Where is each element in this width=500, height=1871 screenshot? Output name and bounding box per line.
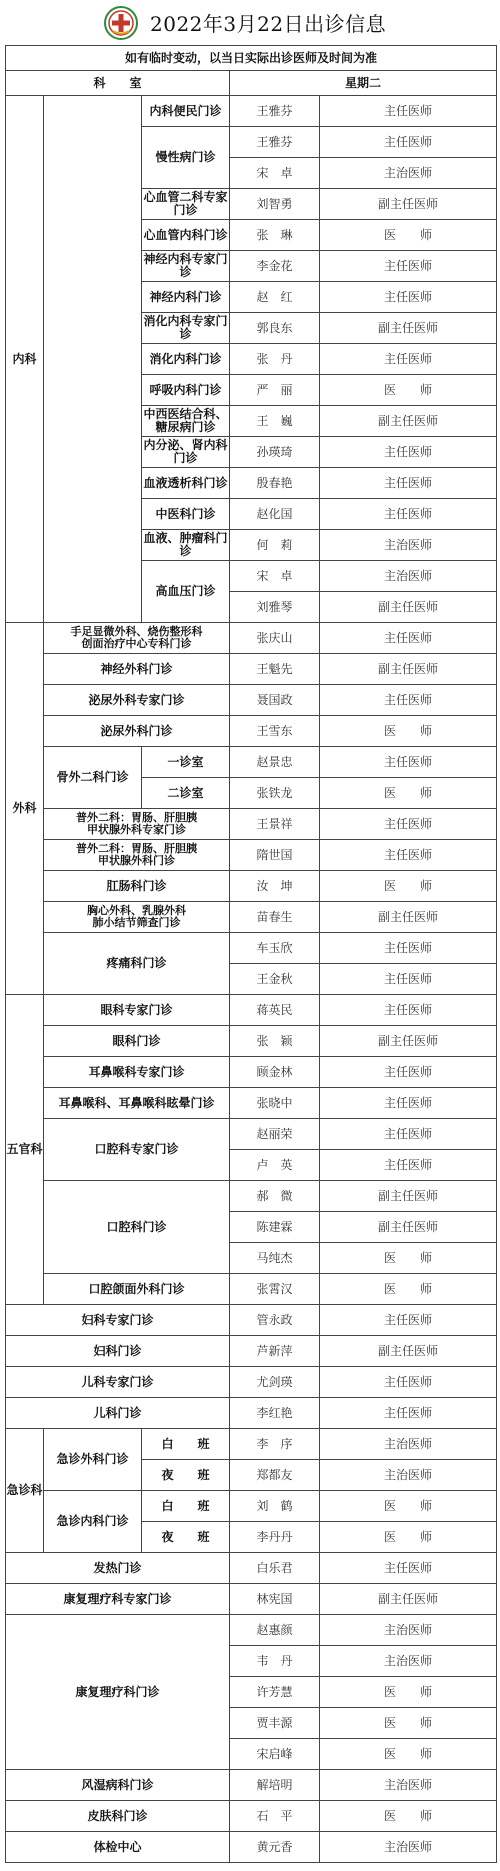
table-row	[6, 1801, 497, 1832]
doctor-name: 陈建霖	[230, 1212, 320, 1243]
doctor-name: 卢 英	[230, 1150, 320, 1181]
doctor-title: 主任医师	[320, 1057, 497, 1088]
doctor-name: 韦 丹	[230, 1646, 320, 1677]
dept-name: 眼科门诊	[44, 1026, 230, 1057]
doctor-title: 副主任医师	[320, 592, 497, 623]
doctor-title: 副主任医师	[320, 189, 497, 220]
doctor-title: 医 师	[320, 716, 497, 747]
doctor-name: 张 颖	[230, 1026, 320, 1057]
doctor-title: 主任医师	[320, 499, 497, 530]
doctor-title: 副主任医师	[320, 654, 497, 685]
table-row	[6, 1305, 497, 1336]
doctor-name: 尤剑瑛	[230, 1367, 320, 1398]
doctor-title: 医 师	[320, 778, 497, 809]
doctor-name: 苗春生	[230, 902, 320, 933]
doctor-name: 石 平	[230, 1801, 320, 1832]
dept-name: 高血压门诊	[142, 561, 230, 623]
dept-name: 神经内科门诊	[142, 282, 230, 313]
doctor-name: 宋 卓	[230, 158, 320, 189]
category-label: 内科	[6, 96, 44, 623]
table-row	[6, 747, 497, 778]
dept-name: 耳鼻喉科、耳鼻喉科眩晕门诊	[44, 1088, 230, 1119]
dept-name: 手足显微外科、烧伤整形科 创面治疗中心专科门诊	[44, 623, 230, 654]
doctor-name: 张铁龙	[230, 778, 320, 809]
doctor-name: 蒋英民	[230, 995, 320, 1026]
spacer-cell	[44, 96, 142, 623]
table-row	[6, 1584, 497, 1615]
doctor-name: 马纯杰	[230, 1243, 320, 1274]
doctor-title: 医 师	[320, 220, 497, 251]
dept-name: 康复理疗科专家门诊	[6, 1584, 230, 1615]
dept-name: 妇科专家门诊	[6, 1305, 230, 1336]
doctor-name: 宋启峰	[230, 1739, 320, 1770]
dept-name: 胸心外科、乳腺外科 肺小结节筛查门诊	[44, 902, 230, 933]
page-header	[0, 0, 500, 45]
dept-name: 疼痛科门诊	[44, 933, 230, 995]
column-header-row	[6, 71, 497, 96]
doctor-title: 主任医师	[320, 747, 497, 778]
doctor-name: 孙瑛琦	[230, 437, 320, 468]
shift-label: 白 班	[142, 1491, 230, 1522]
table-row	[6, 1057, 497, 1088]
doctor-name: 汝 坤	[230, 871, 320, 902]
dept-name: 皮肤科门诊	[6, 1801, 230, 1832]
dept-name: 耳鼻喉科专家门诊	[44, 1057, 230, 1088]
doctor-title: 主任医师	[320, 344, 497, 375]
table-row	[6, 1181, 497, 1212]
doctor-title: 医 师	[320, 1677, 497, 1708]
page-title: 2022年3月22日出诊信息	[150, 12, 387, 36]
doctor-name: 严 丽	[230, 375, 320, 406]
doctor-title: 副主任医师	[320, 1026, 497, 1057]
dept-name: 泌尿外科专家门诊	[44, 685, 230, 716]
dept-name: 中西医结合科、糖尿病门诊	[142, 406, 230, 437]
doctor-title: 医 师	[320, 375, 497, 406]
category-label: 急诊科	[6, 1429, 44, 1553]
doctor-name: 王雪东	[230, 716, 320, 747]
dept-name: 体检中心	[6, 1832, 230, 1863]
doctor-title: 主治医师	[320, 1770, 497, 1801]
table-row	[6, 623, 497, 654]
doctor-name: 林宪国	[230, 1584, 320, 1615]
table-row	[6, 1553, 497, 1584]
doctor-name: 刘 鹤	[230, 1491, 320, 1522]
doctor-title: 医 师	[320, 1491, 497, 1522]
doctor-name: 李金花	[230, 251, 320, 282]
doctor-title: 主治医师	[320, 158, 497, 189]
doctor-name: 王景祥	[230, 809, 320, 840]
doctor-title: 医 师	[320, 1739, 497, 1770]
doctor-name: 李红艳	[230, 1398, 320, 1429]
doctor-title: 主任医师	[320, 685, 497, 716]
doctor-name: 宋 卓	[230, 561, 320, 592]
table-row	[6, 1770, 497, 1801]
table-row	[6, 995, 497, 1026]
dept-name: 普外二科：胃肠、肝胆胰 甲状腺外科专家门诊	[44, 809, 230, 840]
dept-name: 血液、肿瘤科门诊	[142, 530, 230, 561]
doctor-name: 王 巍	[230, 406, 320, 437]
doctor-name: 张霄汉	[230, 1274, 320, 1305]
schedule-table	[5, 45, 497, 1863]
column-day: 星期二	[230, 71, 497, 96]
doctor-title: 主治医师	[320, 1646, 497, 1677]
dept-name: 内科便民门诊	[142, 96, 230, 127]
room-name: 二诊室	[142, 778, 230, 809]
doctor-name: 解培明	[230, 1770, 320, 1801]
doctor-name: 赵惠颜	[230, 1615, 320, 1646]
dept-name: 妇科门诊	[6, 1336, 230, 1367]
dept-name: 消化内科专家门诊	[142, 313, 230, 344]
dept-name: 口腔颌面外科门诊	[44, 1274, 230, 1305]
doctor-title: 主治医师	[320, 1615, 497, 1646]
room-name: 一诊室	[142, 747, 230, 778]
table-row	[6, 1119, 497, 1150]
doctor-name: 李 序	[230, 1429, 320, 1460]
doctor-name: 李丹丹	[230, 1522, 320, 1553]
doctor-name: 隋世国	[230, 840, 320, 871]
doctor-name: 车玉欣	[230, 933, 320, 964]
doctor-title: 主治医师	[320, 1429, 497, 1460]
doctor-title: 主任医师	[320, 437, 497, 468]
doctor-title: 副主任医师	[320, 1336, 497, 1367]
doctor-title: 副主任医师	[320, 902, 497, 933]
dept-name: 眼科专家门诊	[44, 995, 230, 1026]
doctor-name: 黄元香	[230, 1832, 320, 1863]
table-row	[6, 1491, 497, 1522]
hospital-logo-icon	[104, 6, 138, 40]
doctor-title: 主任医师	[320, 964, 497, 995]
table-row	[6, 809, 497, 840]
doctor-title: 医 师	[320, 1708, 497, 1739]
doctor-title: 主任医师	[320, 809, 497, 840]
dept-name: 口腔科专家门诊	[44, 1119, 230, 1181]
dept-name: 儿科门诊	[6, 1398, 230, 1429]
table-row	[6, 1398, 497, 1429]
dept-name: 口腔科门诊	[44, 1181, 230, 1274]
category-label: 五官科	[6, 995, 44, 1305]
doctor-title: 主任医师	[320, 468, 497, 499]
doctor-title: 主治医师	[320, 530, 497, 561]
dept-name: 中医科门诊	[142, 499, 230, 530]
notice-text: 如有临时变动，以当日实际出诊医师及时间为准	[6, 46, 497, 71]
shift-label: 白 班	[142, 1429, 230, 1460]
doctor-name: 王金秋	[230, 964, 320, 995]
doctor-title: 主任医师	[320, 96, 497, 127]
doctor-name: 郭良东	[230, 313, 320, 344]
table-row	[6, 1615, 497, 1646]
doctor-title: 主任医师	[320, 1367, 497, 1398]
table-row	[6, 1367, 497, 1398]
dept-name: 急诊外科门诊	[44, 1429, 142, 1491]
dept-name: 消化内科门诊	[142, 344, 230, 375]
doctor-name: 郝 微	[230, 1181, 320, 1212]
doctor-title: 主任医师	[320, 1398, 497, 1429]
doctor-name: 芦新萍	[230, 1336, 320, 1367]
doctor-name: 赵化国	[230, 499, 320, 530]
doctor-title: 主任医师	[320, 282, 497, 313]
table-row	[6, 840, 497, 871]
dept-name: 发热门诊	[6, 1553, 230, 1584]
doctor-title: 医 师	[320, 1522, 497, 1553]
table-row	[6, 871, 497, 902]
dept-name: 神经外科门诊	[44, 654, 230, 685]
doctor-name: 贾丰源	[230, 1708, 320, 1739]
dept-name: 骨外二科门诊	[44, 747, 142, 809]
doctor-title: 副主任医师	[320, 406, 497, 437]
dept-name: 康复理疗科门诊	[6, 1615, 230, 1770]
dept-name: 心血管二科专家门诊	[142, 189, 230, 220]
table-row	[6, 1088, 497, 1119]
dept-name: 普外二科：胃肠、肝胆胰 甲状腺外科门诊	[44, 840, 230, 871]
dept-name: 神经内科专家门诊	[142, 251, 230, 282]
doctor-title: 主任医师	[320, 995, 497, 1026]
doctor-name: 何 莉	[230, 530, 320, 561]
doctor-title: 医 师	[320, 1274, 497, 1305]
doctor-name: 赵 红	[230, 282, 320, 313]
doctor-name: 郑都友	[230, 1460, 320, 1491]
doctor-title: 副主任医师	[320, 1181, 497, 1212]
doctor-title: 副主任医师	[320, 313, 497, 344]
doctor-title: 主任医师	[320, 1119, 497, 1150]
dept-name: 血液透析科门诊	[142, 468, 230, 499]
dept-name: 风湿病科门诊	[6, 1770, 230, 1801]
doctor-name: 管永政	[230, 1305, 320, 1336]
table-row	[6, 1336, 497, 1367]
dept-name: 慢性病门诊	[142, 127, 230, 189]
doctor-title: 主治医师	[320, 561, 497, 592]
doctor-name: 刘智勇	[230, 189, 320, 220]
doctor-name: 殷春艳	[230, 468, 320, 499]
category-label: 外科	[6, 623, 44, 995]
doctor-name: 王雅芬	[230, 127, 320, 158]
doctor-title: 医 师	[320, 871, 497, 902]
doctor-title: 副主任医师	[320, 1584, 497, 1615]
doctor-name: 张晓中	[230, 1088, 320, 1119]
dept-name: 肛肠科门诊	[44, 871, 230, 902]
doctor-title: 主治医师	[320, 1460, 497, 1491]
table-row	[6, 1026, 497, 1057]
doctor-title: 主任医师	[320, 840, 497, 871]
doctor-name: 聂国政	[230, 685, 320, 716]
table-row	[6, 716, 497, 747]
table-row	[6, 654, 497, 685]
dept-name: 儿科专家门诊	[6, 1367, 230, 1398]
table-row	[6, 933, 497, 964]
doctor-name: 赵景忠	[230, 747, 320, 778]
table-row	[6, 1832, 497, 1863]
doctor-name: 张 丹	[230, 344, 320, 375]
notice-row	[6, 46, 497, 71]
doctor-title: 主任医师	[320, 1305, 497, 1336]
shift-label: 夜 班	[142, 1522, 230, 1553]
table-row	[6, 902, 497, 933]
doctor-name: 赵丽荣	[230, 1119, 320, 1150]
doctor-name: 王魁先	[230, 654, 320, 685]
doctor-name: 刘雅琴	[230, 592, 320, 623]
dept-name: 呼吸内科门诊	[142, 375, 230, 406]
doctor-title: 主任医师	[320, 251, 497, 282]
doctor-title: 主任医师	[320, 1150, 497, 1181]
doctor-title: 主任医师	[320, 127, 497, 158]
table-row	[6, 1429, 497, 1460]
doctor-name: 张庆山	[230, 623, 320, 654]
doctor-title: 医 师	[320, 1801, 497, 1832]
doctor-name: 张 琳	[230, 220, 320, 251]
doctor-name: 王雅芬	[230, 96, 320, 127]
table-row	[6, 685, 497, 716]
doctor-title: 主任医师	[320, 623, 497, 654]
doctor-name: 许芳慧	[230, 1677, 320, 1708]
doctor-title: 主任医师	[320, 1553, 497, 1584]
dept-name: 心血管内科门诊	[142, 220, 230, 251]
doctor-title: 主任医师	[320, 1088, 497, 1119]
doctor-title: 主任医师	[320, 933, 497, 964]
doctor-title: 医 师	[320, 1243, 497, 1274]
table-row	[6, 1274, 497, 1305]
table-row	[6, 96, 497, 127]
column-department: 科 室	[6, 71, 230, 96]
dept-name: 急诊内科门诊	[44, 1491, 142, 1553]
dept-name: 内分泌、肾内科门诊	[142, 437, 230, 468]
doctor-name: 白乐君	[230, 1553, 320, 1584]
doctor-title: 主治医师	[320, 1832, 497, 1863]
doctor-name: 顾金林	[230, 1057, 320, 1088]
dept-name: 泌尿外科门诊	[44, 716, 230, 747]
shift-label: 夜 班	[142, 1460, 230, 1491]
doctor-title: 副主任医师	[320, 1212, 497, 1243]
